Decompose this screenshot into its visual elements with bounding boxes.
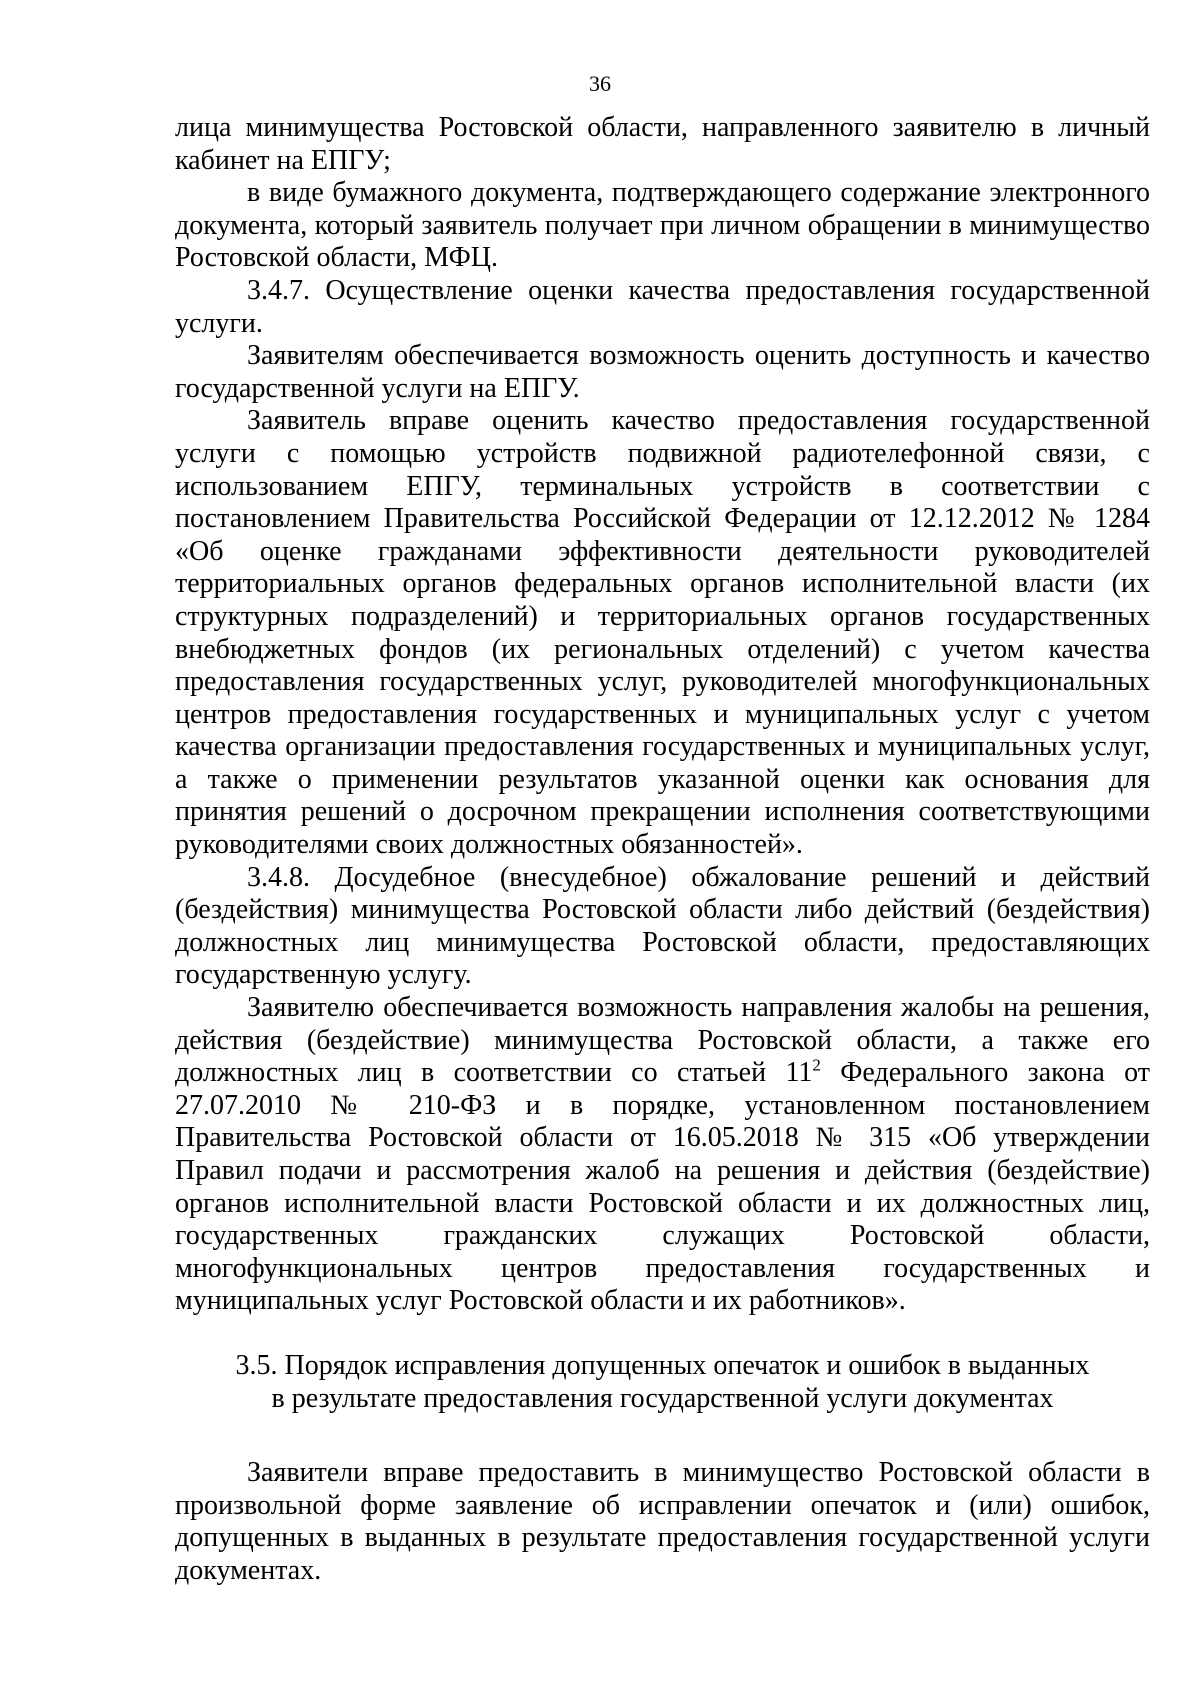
- section-heading-line1: 3.5. Порядок исправления допущенных опечаток и ошибок в выданных: [235, 1349, 1090, 1381]
- section-heading-line2: в результате предоставления государственной услуги документах: [271, 1382, 1054, 1414]
- paragraph-correction-request: Заявители вправе предоставить в минимущество Ростовской области в произвольной форме заявление об исправлении опечаток и (или) ошибок, допущенных в выданных в результате предоставления государственной услуги документах.: [175, 1457, 1150, 1586]
- paragraph-quality-assessment: Заявителям обеспечивается возможность оценить доступность и качество государственной услуги на ЕПГУ.: [175, 340, 1150, 404]
- paragraph-3-4-8: 3.4.8. Досудебное (внесудебное) обжалование решений и действий (бездействия) минимущества Ростовской области либо действий (бездействия) должностных лиц минимущества Ростовской области, предоставляющих государственную услугу.: [175, 861, 1150, 991]
- paragraph-complaint: [175, 992, 1150, 1318]
- paragraph-assessment-methods: Заявитель вправе оценить качество предоставления государственной услуги с помощью устройств подвижной радиотелефонной связи, с использованием ЕПГУ, терминальных устройств в соответствии с постановлением Правительства Российской Федерации от 12.12.2012 № 1284 «Об оценке гражданами эффективности деятельности руководителей территориальных органов федеральных органов исполнительной власти (их структурных подразделений) и территориальных органов государственных внебюджетных фондов (их региональных отделений) с учетом качества предоставления государственных услуг, руководителей многофункциональных центров предоставления государственных и муниципальных услуг с учетом качества организации предоставления государственных и муниципальных услуг, а также о применении результатов указанной оценки как основания для принятия решений о досрочном прекращении исполнения соответствующими руководителями своих должностных обязанностей».: [175, 405, 1150, 861]
- paragraph-personal-cabinet: лица минимущества Ростовской области, направленного заявителю в личный кабинет на ЕПГУ;: [175, 112, 1150, 176]
- article-superscript: 2: [812, 1055, 821, 1075]
- page-number: 36: [589, 71, 611, 96]
- paragraph-paper-document: в виде бумажного документа, подтверждающего содержание электронного документа, который заявитель получает при личном обращении в минимущество Ростовской области, МФЦ.: [175, 177, 1150, 274]
- complaint-text-part2: Федерального закона от 27.07.2010 № 210-ФЗ и в порядке, установленном постановлением Правительства Ростовской области от 16.05.2018 № 315 «Об утверждении Правил подачи и рассмотрения жалоб на решения и действия (бездействие) органов исполнительной власти Ростовской области и их должностных лиц, государственных гражданских служащих Ростовской области, многофункциональных центров предоставления государственных и муниципальных услуг Ростовской области и их работников».: [175, 1057, 1150, 1317]
- complaint-text-part1: Заявителю обеспечивается возможность направления жалобы на решения, действия (бездействие) минимущества Ростовской области, а также его должностных лиц в соответствии со статьей 11: [175, 992, 1150, 1089]
- document-body: [175, 112, 1150, 1588]
- section-heading-3-5: [175, 1350, 1150, 1415]
- paragraph-3-4-7: 3.4.7. Осуществление оценки качества предоставления государственной услуги.: [175, 274, 1150, 339]
